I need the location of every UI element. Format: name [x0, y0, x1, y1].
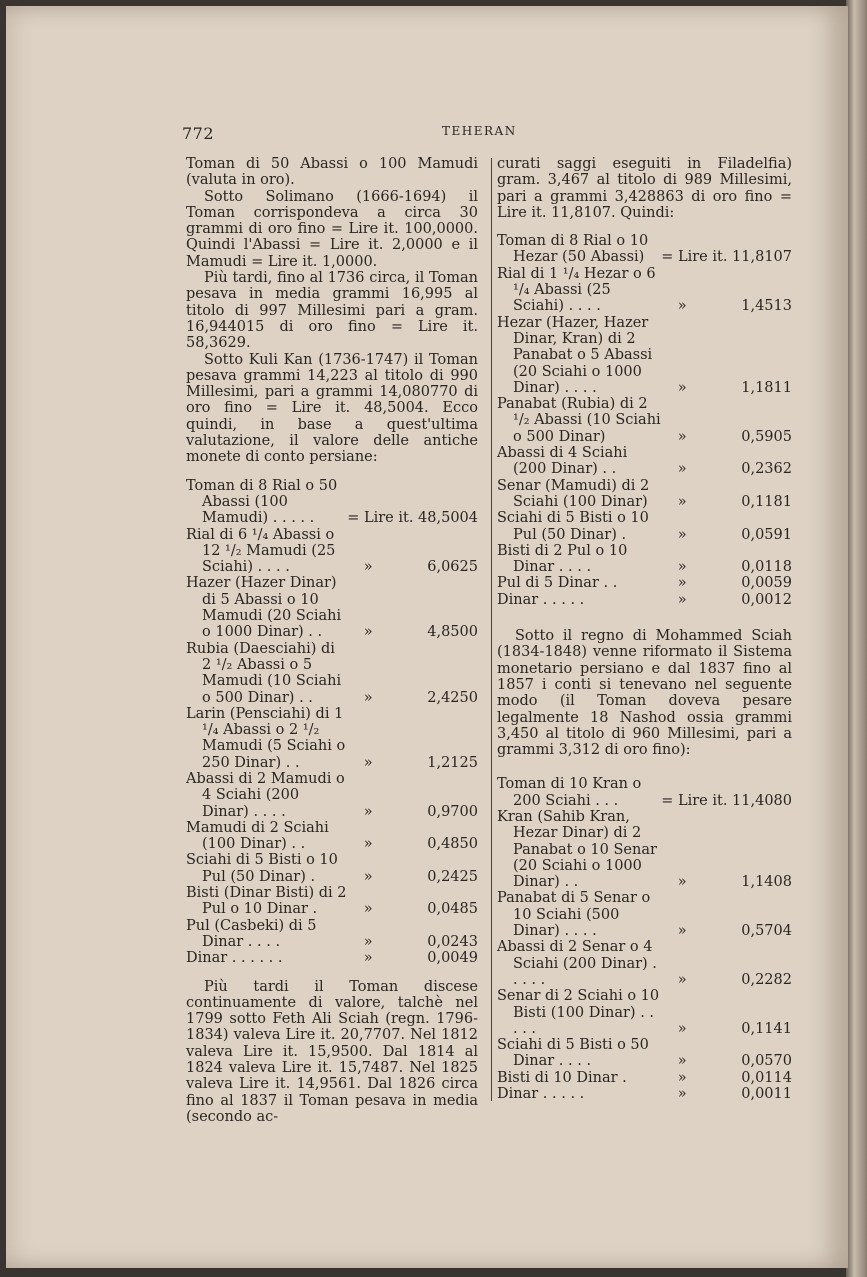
coin-value: 0,5905	[741, 428, 792, 445]
coin-row	[497, 1086, 792, 1102]
coin-value: 1,4513	[741, 298, 792, 315]
running-title: TEHERAN	[442, 124, 517, 138]
ditto-mark: »	[363, 933, 373, 950]
book-page	[6, 6, 848, 1268]
coin-name: Panabat di 5 Senar o 10 Sciahi (500 Dinar) . . . .	[497, 890, 651, 940]
coin-name: Rial di 1 ¹/₄ Hezar o 6 ¹/₄ Abassi (25 Sciahi) . . . .	[497, 265, 656, 315]
ditto-mark: »	[363, 803, 373, 820]
coin-row	[497, 1070, 792, 1086]
coin-row	[497, 445, 792, 478]
ditto-mark: »	[363, 901, 373, 918]
coin-name: Dinar . . . . .	[497, 1086, 585, 1103]
page-number: 772	[182, 124, 215, 143]
coin-name: Toman di 8 Rial o 50 Abassi (100 Mamudi) . . . . .	[186, 477, 338, 527]
coin-row	[186, 820, 478, 853]
paragraph: Toman di 50 Abassi o 100 Mamudi (valuta in oro).	[186, 156, 478, 189]
coin-name: Sciahi di 5 Bisti o 10 Pul (50 Dinar) .	[186, 852, 338, 885]
coin-name: Bisti (Dinar Bisti) di 2 Pul o 10 Dinar .	[186, 885, 347, 918]
ditto-mark: »	[677, 575, 687, 592]
coin-row	[186, 478, 478, 527]
coin-row	[186, 950, 478, 966]
coin-row	[186, 527, 478, 576]
coin-name: Dinar . . . . .	[497, 591, 585, 608]
coin-name: Senar di 2 Sciahi o 10 Bisti (100 Dinar) . . . . .	[497, 988, 660, 1037]
left-column	[186, 156, 478, 1125]
column-divider	[491, 158, 492, 1101]
coin-row	[186, 706, 478, 771]
coin-name: Sciahi di 5 Bisti o 50 Dinar . . . .	[497, 1037, 649, 1070]
ditto-mark: »	[677, 1069, 687, 1086]
ditto-mark: »	[677, 526, 687, 543]
coin-row	[497, 575, 792, 591]
coin-name: Larin (Pensciahi) di 1 ¹/₄ Abassi o 2 ¹/₂ Mamudi (5 Sciahi o 250 Dinar) . .	[186, 705, 346, 771]
coin-row	[497, 510, 792, 543]
coin-row	[186, 641, 478, 706]
coin-name: Pul (Casbeki) di 5 Dinar . . . .	[186, 917, 317, 950]
coin-value: 0,1181	[741, 493, 792, 510]
coin-name: Hezar (Hazer, Hazer Dinar, Kran) di 2 Panabat o 5 Abassi (20 Sciahi o 1000 Dinar) . . . .	[497, 314, 653, 396]
coin-name: Sciahi di 5 Bisti o 10 Pul (50 Dinar) .	[497, 510, 649, 543]
coin-table-1837	[497, 233, 792, 608]
coin-name: Abassi di 4 Sciahi (200 Dinar) . .	[497, 445, 628, 478]
coin-value: = Lire it. 48,5004	[347, 510, 478, 527]
ditto-mark: »	[677, 874, 687, 891]
coin-name: Panabat (Rubia) di 2 ¹/₂ Abassi (10 Sciahi o 500 Dinar)	[497, 396, 661, 445]
coin-row	[497, 592, 792, 608]
coin-row	[497, 809, 792, 890]
coin-value: 0,9700	[427, 803, 478, 820]
ditto-mark: »	[677, 971, 687, 988]
ditto-mark: »	[677, 1086, 687, 1103]
coin-value: 0,0570	[741, 1053, 792, 1070]
coin-row	[497, 776, 792, 809]
coin-row	[186, 771, 478, 820]
coin-value: 0,0485	[427, 901, 478, 918]
coin-name: Mamudi di 2 Sciahi (100 Dinar) . .	[186, 819, 329, 853]
coin-value: 0,4850	[427, 836, 478, 853]
coin-value: 0,5704	[741, 923, 792, 940]
ditto-mark: »	[363, 950, 373, 967]
ditto-mark: »	[677, 379, 687, 396]
coin-value: 1,2125	[427, 754, 478, 771]
coin-value: 0,2362	[741, 461, 792, 478]
coin-name: Rial di 6 ¹/₄ Abassi o 12 ¹/₂ Mamudi (25 Sciahi) . . . .	[186, 526, 336, 576]
coin-value: 0,0243	[427, 933, 478, 950]
ditto-mark: »	[363, 689, 373, 706]
coin-value: 0,0049	[427, 950, 478, 967]
coin-value: 1,1811	[741, 379, 792, 396]
coin-name: Toman di 8 Rial o 10 Hezar (50 Abassi)	[497, 233, 649, 266]
coin-name: Toman di 10 Kran o 200 Sciahi . . .	[497, 776, 642, 809]
coin-row	[497, 315, 792, 396]
coin-value: 0,2282	[741, 971, 792, 988]
ditto-mark: »	[677, 298, 687, 315]
coin-row	[497, 939, 792, 988]
coin-value: 2,4250	[427, 689, 478, 706]
coin-table-ancient	[186, 478, 478, 967]
coin-row	[497, 266, 792, 315]
coin-row	[497, 478, 792, 511]
coin-value: 0,0118	[741, 559, 792, 576]
paragraph: Sotto Kuli Kan (1736-1747) il Toman pesava grammi 14,223 al titolo di 990 Millesimi, pari a grammi 14,080770 di oro fino = Lire it. 48,5004. Ecco quindi, in base a quest'ultima valutazione, il valore delle antiche monete di conto persiane:	[186, 351, 478, 466]
coin-row	[497, 988, 792, 1037]
ditto-mark: »	[677, 559, 687, 576]
coin-row	[497, 396, 792, 445]
coin-name: Bisti di 10 Dinar .	[497, 1069, 627, 1086]
paragraph: Sotto il regno di Mohammed Sciah (1834-1848) venne riformato il Sistema monetario persiano e dal 1837 fino al 1857 i conti si tenevano nel seguente modo (il Toman doveva pesare legalmente 18 Nashod ossia grammi 3,450 al titolo di 960 Millesimi, pari a grammi 3,312 di oro fino):	[497, 628, 792, 759]
coin-value: 4,8500	[427, 624, 478, 641]
ditto-mark: »	[677, 428, 687, 445]
coin-value: = Lire it. 11,8107	[661, 249, 792, 266]
ditto-mark: »	[677, 1053, 687, 1070]
ditto-mark: »	[363, 754, 373, 771]
coin-table-1857	[497, 776, 792, 1102]
paragraph: Sotto Solimano (1666-1694) il Toman corrispondeva a circa 30 grammi di oro fino = Lire it. 100,0000. Quindi l'Abassi = Lire it. 2,0000 e il Mamudi = Lire it. 1,0000.	[186, 188, 478, 270]
coin-name: Hazer (Hazer Dinar) di 5 Abassi o 10 Mamudi (20 Sciahi o 1000 Dinar) . .	[186, 575, 342, 641]
coin-name: Dinar . . . . . .	[186, 950, 283, 967]
coin-row	[497, 1037, 792, 1070]
coin-value: 0,0011	[741, 1086, 792, 1103]
coin-value: 0,0012	[741, 591, 792, 608]
ditto-mark: »	[363, 559, 373, 576]
ditto-mark: »	[677, 923, 687, 940]
coin-name: Rubia (Daesciahi) di 2 ¹/₂ Abassi o 5 Mamudi (10 Sciahi o 500 Dinar) . .	[186, 640, 342, 706]
ditto-mark: »	[363, 624, 373, 641]
coin-value: 0,0114	[741, 1069, 792, 1086]
coin-row	[497, 233, 792, 266]
ditto-mark: »	[363, 836, 373, 853]
coin-name: Abassi di 2 Senar o 4 Sciahi (200 Dinar) . . . . .	[497, 939, 657, 988]
coin-row	[186, 852, 478, 885]
coin-name: Bisti di 2 Pul o 10 Dinar . . . .	[497, 542, 628, 576]
coin-name: Senar (Mamudi) di 2 Sciahi (100 Dinar)	[497, 477, 650, 510]
coin-name: Abassi di 2 Mamudi o 4 Sciahi (200 Dinar) . . . .	[186, 770, 345, 820]
ditto-mark: »	[363, 868, 373, 885]
ditto-mark: »	[677, 461, 687, 478]
coin-row	[497, 543, 792, 576]
coin-row	[186, 918, 478, 951]
coin-name: Kran (Sahib Kran, Hezar Dinar) di 2 Panabat o 10 Senar (20 Sciahi o 1000 Dinar) . .	[497, 808, 657, 891]
paragraph: Più tardi, fino al 1736 circa, il Toman pesava in media grammi 16,995 al titolo di 997 Millesimi pari a gram. 16,944015 di oro fino = Lire it. 58,3629.	[186, 270, 478, 352]
page-edge	[846, 0, 867, 1277]
coin-value: = Lire it. 11,4080	[661, 792, 792, 809]
coin-row	[186, 885, 478, 918]
coin-value: 0,2425	[427, 868, 478, 885]
coin-value: 1,1408	[741, 874, 792, 891]
paragraph: Più tardi il Toman discese continuamente di valore, talchè nel 1799 sotto Feth Ali Sciah (regn. 1796-1834) valeva Lire it. 20,7707. Nel 1812 valeva Lire it. 15,9500. Dal 1814 al 1824 valeva Lire it. 15,7487. Nel 1825 valeva Lire it. 14,9561. Dal 1826 circa fino al 1837 il Toman pesava in media (secondo ac-	[186, 978, 478, 1125]
coin-row	[497, 890, 792, 939]
ditto-mark: »	[677, 493, 687, 510]
coin-row	[186, 575, 478, 640]
coin-value: 6,0625	[427, 559, 478, 576]
coin-value: 0,1141	[741, 1020, 792, 1037]
coin-value: 0,0591	[741, 526, 792, 543]
coin-value: 0,0059	[741, 575, 792, 592]
paragraph: curati saggi eseguiti in Filadelfia) gram. 3,467 al titolo di 989 Millesimi, pari a grammi 3,428863 di oro fino = Lire it. 11,8107. Quindi:	[497, 156, 792, 221]
right-column	[497, 156, 792, 1102]
coin-name: Pul di 5 Dinar . .	[497, 575, 618, 592]
ditto-mark: »	[677, 1020, 687, 1037]
ditto-mark: »	[677, 591, 687, 608]
